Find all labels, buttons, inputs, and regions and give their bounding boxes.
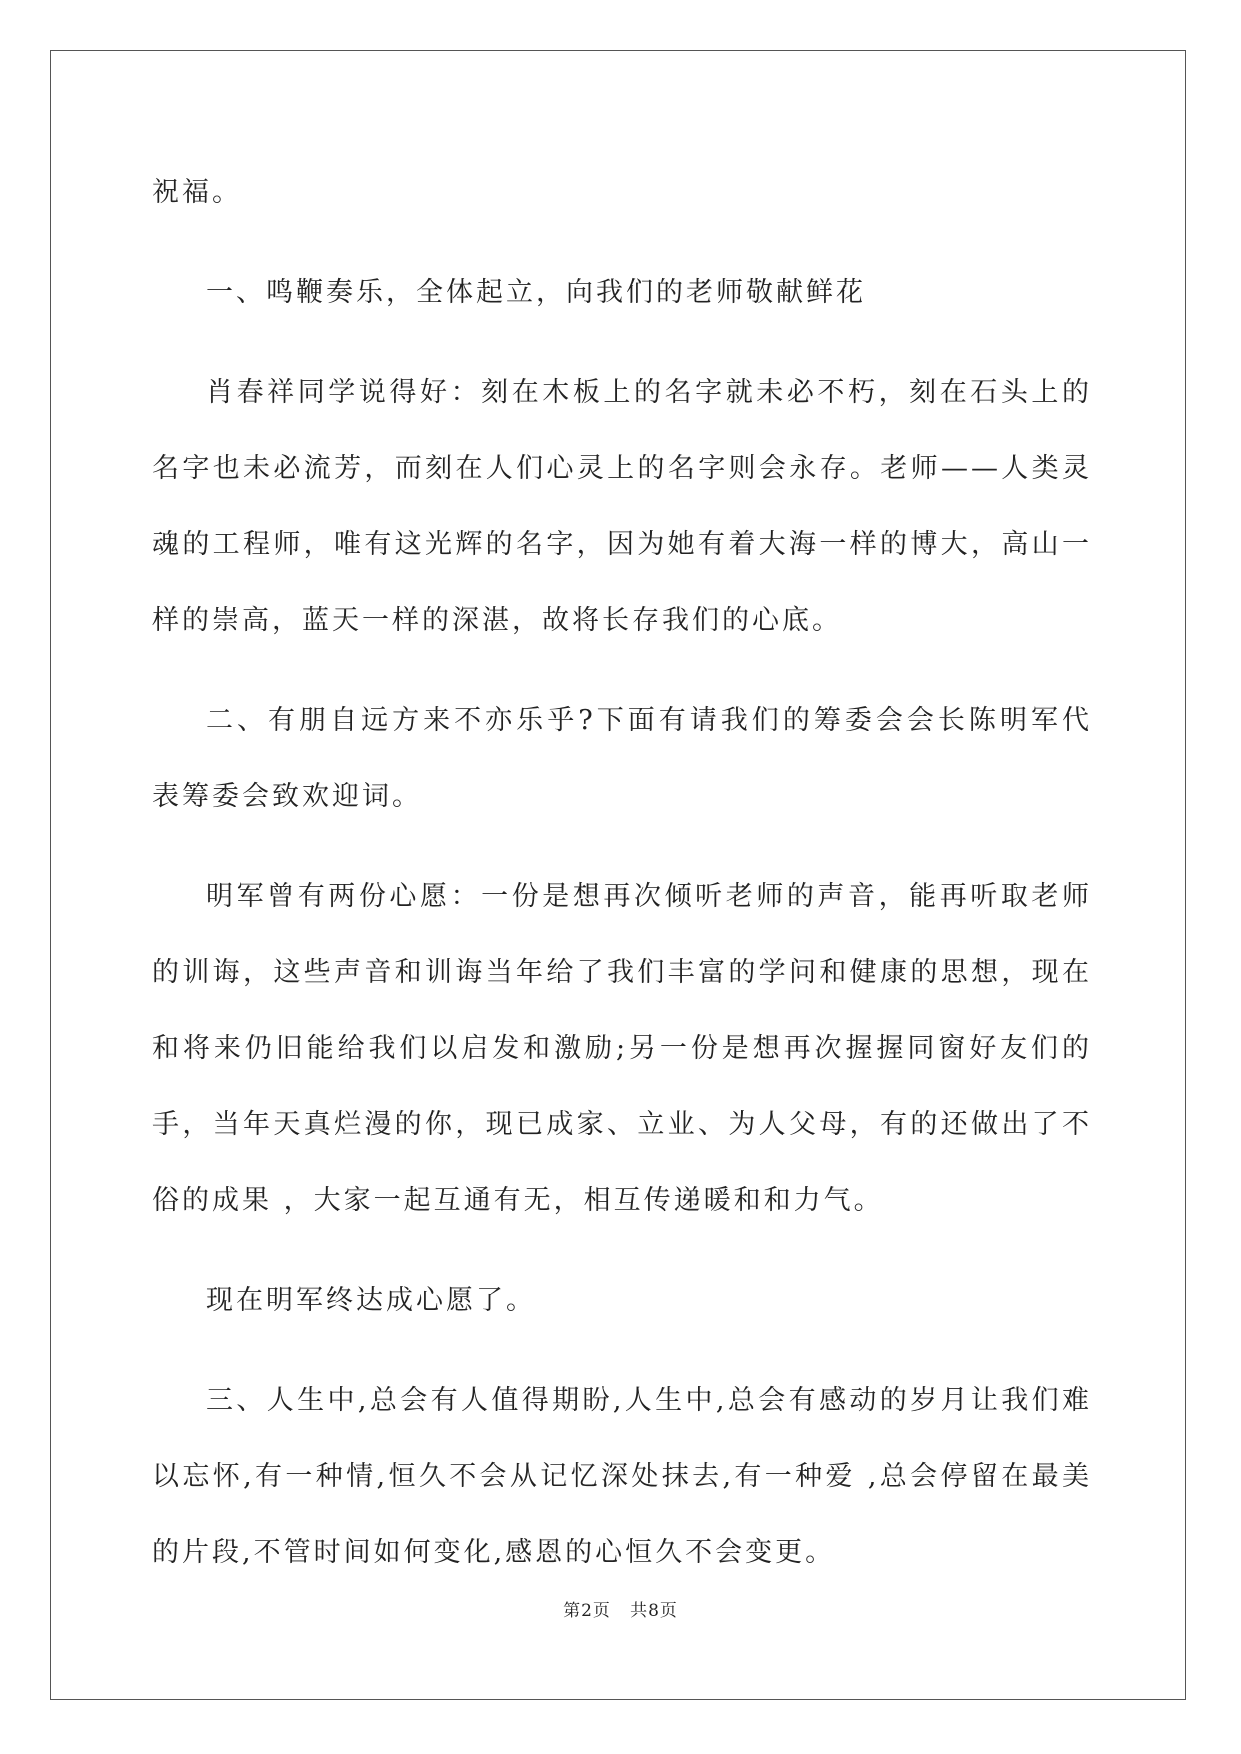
paragraph: 一、鸣鞭奏乐，全体起立，向我们的老师敬献鲜花 — [206, 277, 866, 308]
paragraph: 祝福。 — [152, 177, 242, 208]
paragraph: 肖春祥同学说得好：刻在木板上的名字就未必不朽，刻在石头上的名字也未必流芳，而刻在人们心灵上的名字则会永存。老师——人类灵魂的工程师，唯有这光辉的名字，因为她有着大海一样的博大，高山一样的崇高，蓝天一样的深湛，故将长存我们的心底。 — [152, 377, 1092, 636]
page-footer — [0, 1596, 1241, 1621]
paragraph: 现在明军终达成心愿了。 — [206, 1285, 536, 1316]
paragraph: 三、人生中,总会有人值得期盼,人生中,总会有感动的岁月让我们难以忘怀,有一种情,恒久不会从记忆深处抹去,有一种爱 ,总会停留在最美的片段,不管时间如何变化,感恩的心恒久不会变更。 — [152, 1385, 1092, 1568]
paragraph: 二、有朋自远方来不亦乐乎?下面有请我们的筹委会会长陈明军代表筹委会致欢迎词。 — [152, 705, 1092, 812]
document-body — [152, 155, 1092, 1615]
paragraph: 明军曾有两份心愿：一份是想再次倾听老师的声音，能再听取老师的训诲，这些声音和训诲当年给了我们丰富的学问和健康的思想，现在和将来仍旧能给我们以启发和激励;另一份是想再次握握同窗好友们的手，当年天真烂漫的你，现已成家、立业、为人父母，有的还做出了不俗的成果 ，大家一起互通有无，相互传递暖和和力气。 — [152, 881, 1092, 1216]
page-number: 第2页 共8页 — [563, 1601, 678, 1621]
